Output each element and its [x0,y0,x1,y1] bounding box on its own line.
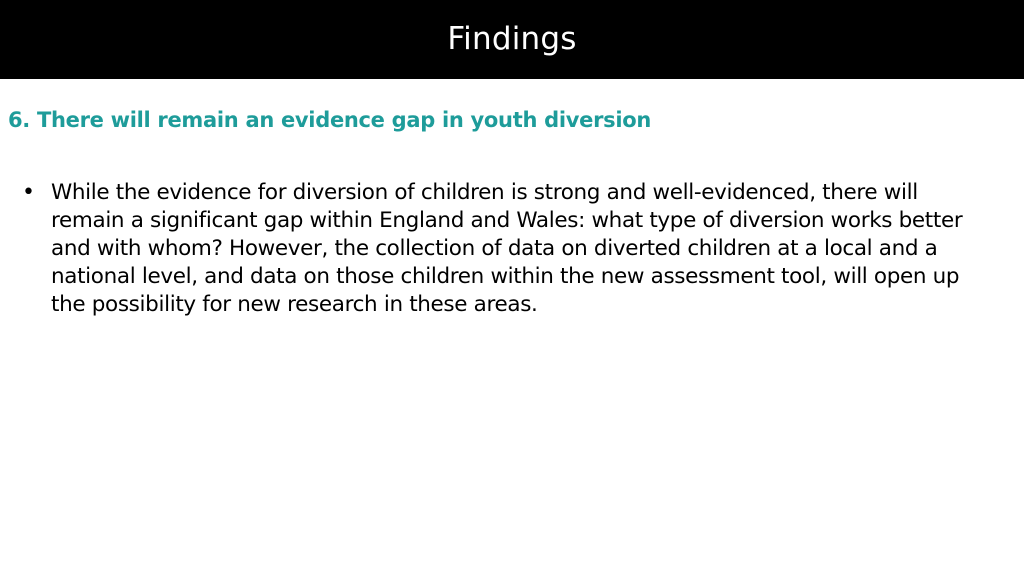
bullet-marker: • [22,180,35,205]
bullet-item [22,179,997,319]
bullet-text: While the evidence for diversion of children is strong and well-evidenced, there will remain a significant gap within England and Wales: what type of diversion works better and with whom? However, the collection of data on diverted children at a local and a national level, and data on those children within the new assessment tool, will open up the possibility for new research in these areas. [51,180,963,317]
slide-title: Findings [447,20,577,57]
section-heading: 6. There will remain an evidence gap in youth diversion [8,108,652,132]
title-bar [0,0,1024,79]
